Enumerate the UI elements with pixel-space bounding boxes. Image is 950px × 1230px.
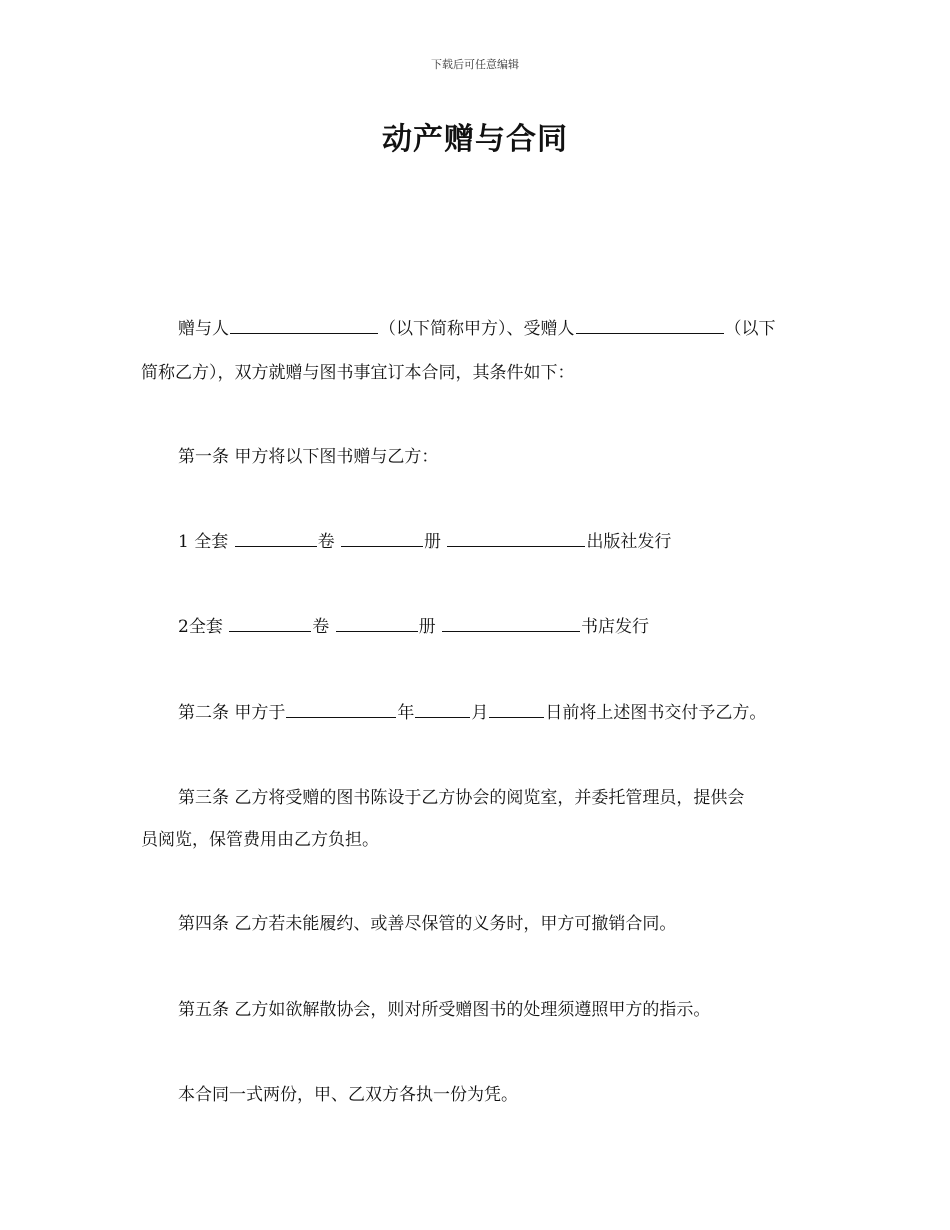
item-2-volume-blank[interactable] bbox=[229, 616, 311, 632]
item-1-publisher-blank[interactable] bbox=[447, 531, 585, 547]
item-2-prefix: 2全套 bbox=[178, 617, 229, 637]
donee-name-blank[interactable] bbox=[576, 318, 724, 334]
article-4: 第四条 乙方若未能履约、或善尽保管的义务时，甲方可撤销合同。 bbox=[178, 914, 677, 934]
header-note: 下载后可任意编辑 bbox=[431, 58, 519, 71]
year-label: 年 bbox=[397, 703, 415, 723]
article-1: 第一条 甲方将以下图书赠与乙方： bbox=[178, 447, 439, 467]
month-blank[interactable] bbox=[415, 702, 470, 718]
item-1-prefix: 1 全套 bbox=[178, 532, 234, 552]
article-5: 第五条 乙方如欲解散协会，则对所受赠图书的处理须遵照甲方的指示。 bbox=[178, 1000, 711, 1020]
month-label: 月 bbox=[471, 703, 489, 723]
day-blank[interactable] bbox=[489, 702, 544, 718]
intro-line-2: 简称乙方），双方就赠与图书事宜订本合同，其条件如下： bbox=[141, 363, 575, 383]
donor-label: 赠与人 bbox=[178, 319, 229, 339]
donee-abbr-start: （以下 bbox=[724, 319, 776, 339]
document-title: 动产赠与合同 bbox=[382, 122, 568, 157]
item-1-volume-unit: 卷 bbox=[317, 532, 341, 552]
item-2-volume-unit: 卷 bbox=[312, 617, 335, 637]
year-blank[interactable] bbox=[286, 702, 396, 718]
donor-abbr: （以下简称甲方）、受赠人 bbox=[379, 319, 575, 339]
item-2-suffix: 书店发行 bbox=[581, 617, 650, 637]
article-2 bbox=[141, 702, 848, 724]
item-1-book-blank[interactable] bbox=[341, 531, 423, 547]
closing-statement: 本合同一式两份，甲、乙双方各执一份为凭。 bbox=[178, 1085, 518, 1105]
item-2-bookstore-blank[interactable] bbox=[442, 616, 580, 632]
article-3-line-2: 员阅览，保管费用由乙方负担。 bbox=[141, 830, 379, 850]
article-3-line-1: 第三条 乙方将受赠的图书陈设于乙方协会的阅览室，并委托管理员，提供会 bbox=[178, 788, 745, 808]
donor-name-blank[interactable] bbox=[230, 318, 378, 334]
item-2-book-blank[interactable] bbox=[336, 616, 418, 632]
item-2-book-unit: 册 bbox=[418, 617, 442, 637]
intro-line-1 bbox=[141, 318, 848, 340]
article-2-prefix: 第二条 甲方于 bbox=[178, 703, 286, 723]
item-2 bbox=[141, 616, 848, 638]
item-1-suffix: 出版社发行 bbox=[586, 532, 672, 552]
item-1 bbox=[141, 531, 848, 553]
article-2-suffix: 日前将上述图书交付予乙方。 bbox=[545, 703, 767, 723]
item-1-book-unit: 册 bbox=[424, 532, 447, 552]
item-1-volume-blank[interactable] bbox=[235, 531, 317, 547]
